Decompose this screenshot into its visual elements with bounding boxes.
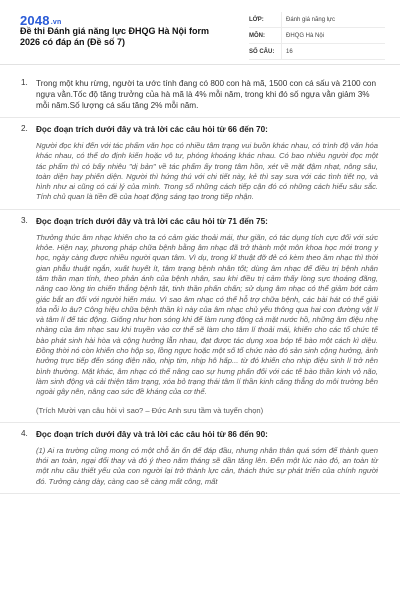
question-item [0,118,400,210]
reading-passage: Người đọc khi đến với tác phẩm văn học có nhiều tâm trạng vui buồn khác nhau, có trình độ văn hóa khác nhau, có thể do định kiến hoặc vô tư, phóng khoáng khác nhau. Có bao nhiêu người đọc một tác phẩm thì có bấy nhiêu "dị bản" về tác phẩm ấy trong tâm hồn, xét về mặt đậm nhạt, nông sâu, toàn diện hay phiến diện. Người thì hứng thú với chi tiết này, kẻ thì say sưa với các tình tiết nọ, và hình như ai cũng có cái lý của mình. Trong số những cách tiếp cận đó có những cách hiểu sâu sắc. Tính chủ quan là tiền đề của hoạt động sáng tạo trong tiếp nhận. [36,141,378,202]
class-label: LỚP: [249,16,264,23]
question-item [0,423,400,494]
subject-label: MÔN: [249,32,265,39]
question-item [0,210,400,423]
question-heading: Đọc đoạn trích dưới đây và trả lời các câu hỏi từ 66 đến 70: [36,125,268,134]
logo-text: 2048 [20,13,50,28]
info-row-class [249,12,385,28]
question-number: 1. [21,78,28,87]
question-item [0,72,400,118]
question-number: 4. [21,428,28,438]
info-row-count [249,44,385,60]
info-row-subject [249,28,385,44]
question-count-label: SỐ CÂU: [249,48,275,55]
class-value: Đánh giá năng lực [281,12,385,27]
question-heading: Đọc đoạn trích dưới đây và trả lời các câu hỏi từ 86 đến 90: [36,429,268,439]
passage-source: (Trích Mười vạn câu hỏi vì sao? – Đức Anh sưu tầm và tuyển chọn) [36,405,264,415]
question-count-value: 16 [281,44,385,59]
question-number: 3. [21,215,28,225]
logo-suffix: .vn [50,19,62,26]
reading-passage: Thưởng thức âm nhạc khiến cho ta có cảm giác thoải mái, thư giãn, có tác dụng tích cực đối với sức khỏe. Hiện nay, phương pháp chữa bệnh bằng âm nhạc đã trở thành một môn khoa học mới trong y học, ngày càng được nhiều người quan tâm. Vì dụ, trong kĩ thuật đỡ đẻ có kèm theo âm nhạc thì thời gian phẫu thuật ngắn, xuất huyết ít, tâm trạng bệnh nhân tốt; dùng âm nhạc để điều trị bệnh nhân tâm thần mạn tính, theo phản ánh của bệnh nhân, sau khi điều trị cảm thấy lòng sực thoáng đãng, nâng cao lòng tin chiến thắng bệnh tật, tinh thần phấn chấn; sử dụng âm nhạc có thể giảm bớt cảm giác bắt an đối với người hiến máu. Vì sao âm nhạc có thể hỗ trợ chữa bệnh, các bài hát có thể giải tỏa nỗi lo âu? Công hiệu chữa bệnh thần kì này của âm nhạc chủ yếu thông qua hai con đường vật lí và tâm lí để tác động. Giống như hơn sóng khi để làm rung động cả mặt nước hồ, những âm điệu nhẹ nhàng của âm nhạc sau khi truyền vào cơ thể sẽ làm cho tâm lí thoải mái, khiến cho các tổ chức tế bào phát sinh hài hòa và cộng hưởng lẫn nhau, đạt được tác dụng xoa bóp tế bào một cách kì diệu. Đồng thời nó còn khiến cho hộp sọ, lồng ngực hoặc một số tổ chức nào đó sản sinh cộng hưởng, ảnh hưởng trực tiếp đến sóng điện não, nhịp tim, nhịp hô hấp... từ đó khiến cho nhịp điệu sinh lí trở nên bình thường. Mặt khác, âm nhạc có thể nâng cao sự hưng phấn đối với các tế bào thần kinh vỏ não, làm sinh động và cải thiện tâm trạng, xóa bỏ trạng thái tâm lí thần kinh căng thẳng do môi trường bên ngoài gây nên, nâng cao sức đề kháng của cơ thể. [36,232,378,397]
subject-value: ĐHQG Hà Nội [281,28,385,43]
question-number: 2. [21,124,28,133]
exam-title: Đề thi Đánh giá năng lực ĐHQG Hà Nội form 2026 có đáp án (Đề số 7) [20,26,210,47]
reading-passage: (1) Ai ra trường cũng mong có một chỗ ăn ổn để đáp đầu, nhưng nhân thân quá sớm để thành quen thói an toàn, ngại đổi thay và đó ý theo năm tháng sẽ dần tăng lên. Đến một lúc nào đó, an toàn từ một nhu cầu thiết yếu của con người lại trở thành lực cản, thách thức sự phát triển của chính người đó. Tưởng càng dày, càng cao sẽ càng mất công, mất [36,445,378,486]
question-heading: Đọc đoạn trích dưới đây và trả lời các câu hỏi từ 71 đến 75: [36,216,268,226]
question-text: Trong một khu rừng, người ta ước tính đang có 800 con hà mã, 1500 con cá sấu và 2100 con ngựa vằn.Tốc độ tăng trưởng của hà mã là 4% mỗi năm, trong khi đó số ngựa vằn giảm 3% mỗi năm.Số lượng cá sấu tăng 2% mỗi năm. [36,79,377,110]
exam-info-box [249,12,385,60]
page-header [0,0,400,65]
question-list [0,72,400,494]
